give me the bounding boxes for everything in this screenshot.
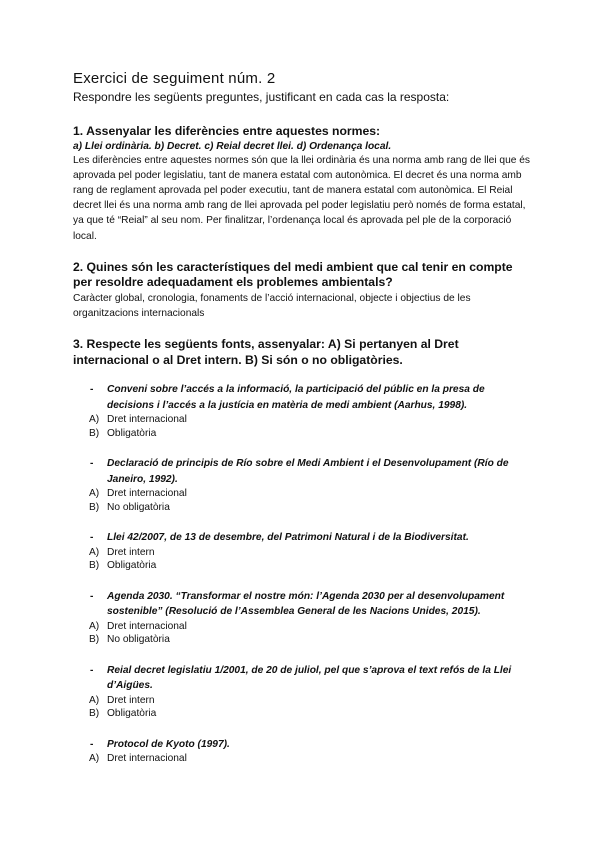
list-dash: - bbox=[90, 738, 94, 750]
source-title-row bbox=[73, 737, 533, 753]
answer-a-row bbox=[73, 752, 533, 766]
answer-a-value: Dret internacional bbox=[107, 620, 187, 632]
answer-a-value: Dret intern bbox=[107, 546, 155, 558]
source-title-row bbox=[73, 589, 533, 620]
source-item-llei-42-2007 bbox=[73, 530, 533, 573]
answer-b-value: No obligatòria bbox=[107, 501, 170, 513]
answer-a-value: Dret internacional bbox=[107, 488, 187, 500]
source-item-reial-decret-1-2001 bbox=[73, 663, 533, 721]
source-title-row bbox=[73, 530, 533, 546]
option-letter-a: A) bbox=[89, 694, 100, 706]
option-letter-b: B) bbox=[89, 634, 100, 646]
list-dash: - bbox=[90, 458, 94, 470]
answer-b-value: Obligatòria bbox=[107, 560, 157, 572]
answer-a-row bbox=[73, 694, 533, 708]
answer-b-value: No obligatòria bbox=[107, 634, 170, 646]
option-letter-a: A) bbox=[89, 488, 100, 500]
list-dash: - bbox=[90, 532, 94, 544]
answer-a-value: Dret internacional bbox=[107, 753, 187, 765]
question-1-answer: Les diferències entre aquestes normes són que la llei ordinària és una norma amb rang de llei que és aprovada pel poder legislatiu, tant de manera estatal com autonòmica. El decret és una norma amb rang de reglament aprovada pel poder executiu, tant de manera estatal com autonòmica. El Reial decret llei és una norma amb rang de llei aprovada pel poder legislatiu però només de forma estatal, ya que té “Reial” al seu nom. Per finalitzar, l’ordenança local és aprovada pel ple de la corporació local. bbox=[73, 154, 531, 242]
answer-b-row bbox=[73, 707, 533, 721]
option-letter-b: B) bbox=[89, 708, 100, 720]
option-letter-a: A) bbox=[89, 546, 100, 558]
answer-a-row bbox=[73, 546, 533, 560]
answer-b-row bbox=[73, 559, 533, 573]
source-title: Conveni sobre l’accés a la informació, la participació del públic en la presa de decisions i l’accés a la justícia en matèria de medi ambient (Aarhus, 1998). bbox=[107, 384, 485, 411]
source-item-aarhus bbox=[73, 382, 533, 440]
source-item-kyoto bbox=[73, 737, 533, 766]
list-dash: - bbox=[90, 590, 94, 602]
answer-b-value: Obligatòria bbox=[107, 427, 157, 439]
source-item-rio bbox=[73, 456, 533, 514]
option-letter-a: A) bbox=[89, 414, 100, 426]
answer-a-row bbox=[73, 620, 533, 634]
option-letter-b: B) bbox=[89, 427, 100, 439]
answer-a-value: Dret internacional bbox=[107, 414, 187, 426]
document-subtitle: Respondre les següents preguntes, justificant en cada cas la resposta: bbox=[73, 90, 450, 104]
source-title-row bbox=[73, 382, 533, 413]
option-letter-b: B) bbox=[89, 501, 100, 513]
question-1-title: 1. Assenyalar les diferències entre aquestes normes: bbox=[73, 124, 381, 138]
answer-a-row bbox=[73, 487, 533, 501]
source-list bbox=[73, 382, 533, 766]
document-page bbox=[73, 70, 533, 782]
answer-a-row bbox=[73, 413, 533, 427]
question-2 bbox=[73, 260, 533, 321]
list-dash: - bbox=[90, 384, 94, 396]
question-3-title: 3. Respecte les següents fonts, assenyalar: A) Si pertanyen al Dret internacional o al Dret intern. B) Si són o no obligatòries. bbox=[73, 337, 459, 367]
source-title-row bbox=[73, 663, 533, 694]
option-letter-a: A) bbox=[89, 620, 100, 632]
question-3 bbox=[73, 337, 533, 766]
question-1 bbox=[73, 124, 533, 244]
source-title-row bbox=[73, 456, 533, 487]
source-title: Llei 42/2007, de 13 de desembre, del Patrimoni Natural i de la Biodiversitat. bbox=[107, 532, 469, 544]
answer-b-value: Obligatòria bbox=[107, 708, 157, 720]
source-title: Reial decret legislatiu 1/2001, de 20 de juliol, pel que s’aprova el text refós de la Llei d’Aigües. bbox=[107, 664, 512, 692]
source-title: Declaració de principis de Río sobre el Medi Ambient i el Desenvolupament (Río de Janeiro, 1992). bbox=[107, 458, 509, 485]
answer-a-value: Dret intern bbox=[107, 694, 155, 706]
document-title: Exercici de seguiment núm. 2 bbox=[73, 70, 276, 87]
answer-b-row bbox=[73, 633, 533, 647]
source-title: Agenda 2030. “Transformar el nostre món: l’Agenda 2030 per al desenvolupament sostenible” (Resolució de l’Assemblea General de les Nacions Unides, 2015). bbox=[107, 590, 505, 618]
option-letter-a: A) bbox=[89, 753, 100, 765]
option-letter-b: B) bbox=[89, 560, 100, 572]
source-title: Protocol de Kyoto (1997). bbox=[107, 738, 230, 750]
answer-b-row bbox=[73, 427, 533, 441]
answer-b-row bbox=[73, 501, 533, 515]
source-item-agenda-2030 bbox=[73, 589, 533, 647]
question-2-title: 2. Quines són les característiques del medi ambient que cal tenir en compte per resoldre adequadament els problemes ambientals? bbox=[73, 259, 513, 290]
question-1-subtitle: a) Llei ordinària. b) Decret. c) Reial decret llei. d) Ordenança local. bbox=[73, 140, 392, 152]
question-2-answer: Caràcter global, cronologia, fonaments de l’acció internacional, objecte i objectius de les organitzacions internacionals bbox=[73, 292, 471, 319]
list-dash: - bbox=[90, 664, 94, 676]
